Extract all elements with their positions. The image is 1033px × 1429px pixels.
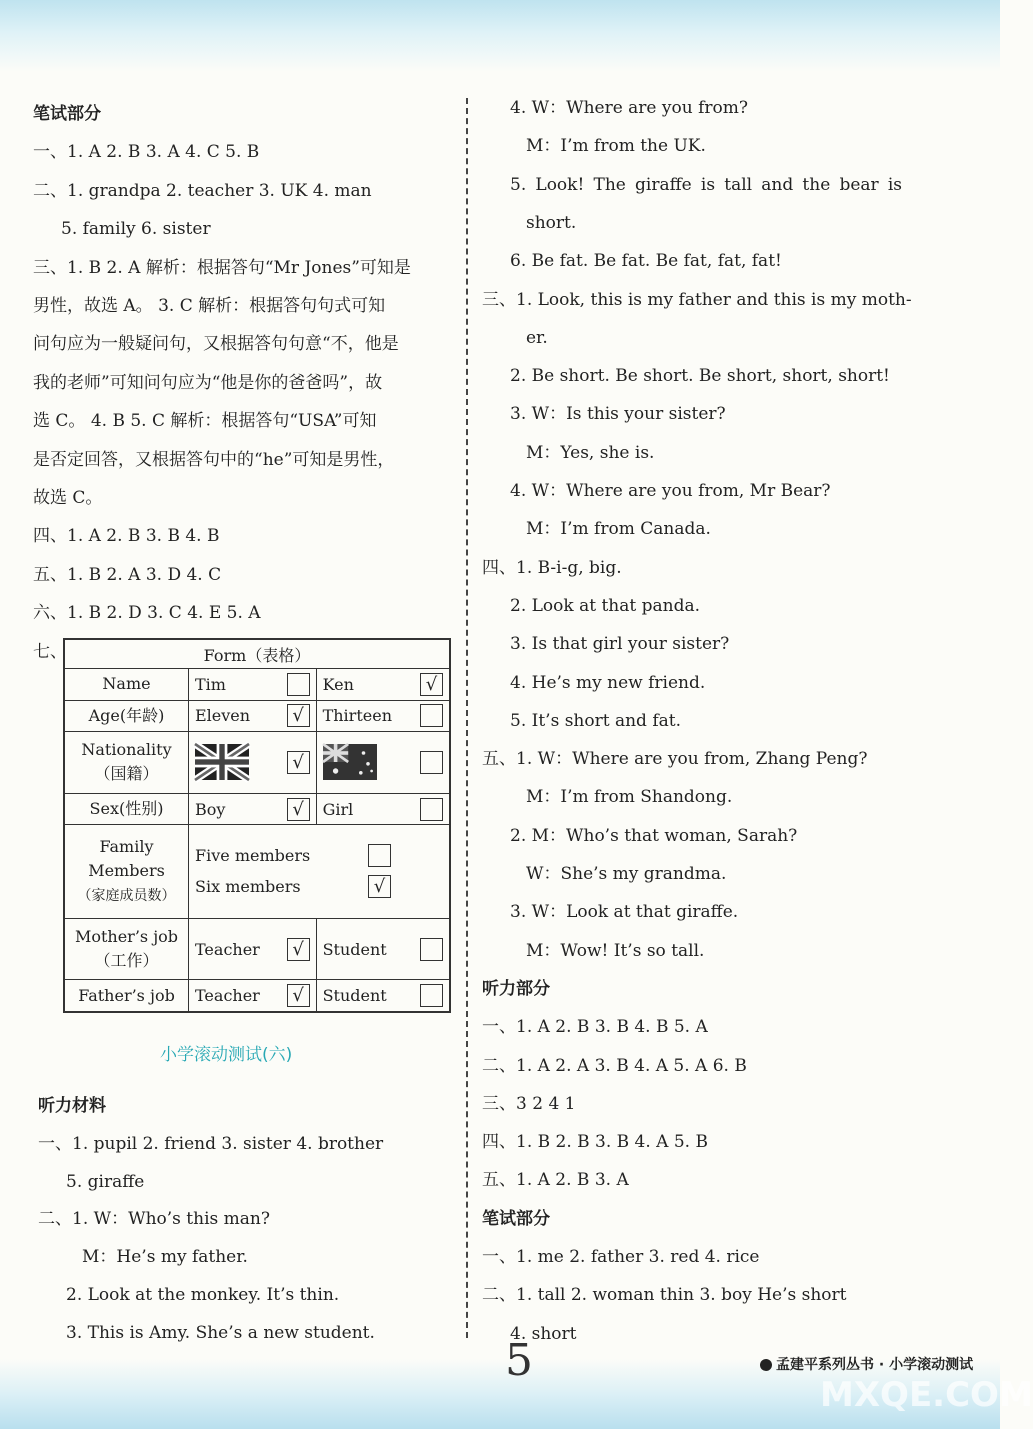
answer-line: 一、1. A 2. B 3. B 4. B 5. A: [482, 1017, 708, 1038]
answer-line: 六、1. B 2. D 3. C 4. E 5. A: [33, 603, 261, 624]
answer-line: 三、3 2 4 1: [482, 1093, 576, 1114]
answer-line: M：He’s my father.: [82, 1247, 248, 1268]
answer-line: 我的老师”可知问句应为“他是你的爸爸吗”，故: [33, 372, 383, 393]
answer-line: 4. short: [510, 1323, 577, 1344]
option-eleven: Eleven: [195, 706, 251, 726]
row-label-family: Family Members （家庭成员数）: [65, 825, 189, 918]
answer-line: 故选 C。: [33, 488, 103, 508]
section-title: 小学滚动测试(六): [160, 1045, 293, 1065]
section-heading: 听力材料: [38, 1096, 106, 1116]
footer-series: 孟建平系列丛书 · 小学滚动测试: [760, 1354, 973, 1374]
option-mother-teacher: Teacher: [195, 939, 260, 959]
answer-line: 五、1. A 2. B 3. A: [482, 1170, 629, 1191]
answer-line: 二、1. grandpa 2. teacher 3. UK 4. man: [33, 180, 372, 201]
answer-line: 一、1. me 2. father 3. red 4. rice: [482, 1247, 760, 1267]
answer-line: 4. W：Where are you from?: [510, 98, 748, 118]
answer-line: 5. family 6. sister: [61, 219, 211, 240]
uk-flag-icon: [195, 744, 249, 780]
answer-line: 男性，故选 A。 3. C 解析：根据答句句式可知: [33, 296, 386, 316]
australia-flag-icon: [323, 744, 377, 780]
answer-line: 一、1. A 2. B 3. A 4. C 5. B: [33, 142, 260, 163]
answer-line: M：Yes, she is.: [526, 442, 655, 463]
answer-line: 4. W：Where are you from, Mr Bear?: [510, 481, 831, 501]
answer-line: 四、1. A 2. B 3. B 4. B: [33, 526, 220, 547]
checkbox-six-members: √: [368, 875, 391, 898]
option-mother-student: Student: [322, 939, 387, 959]
option-tim: Tim: [195, 674, 226, 694]
page-number: 5: [505, 1335, 533, 1386]
answer-line: 是否定回答，又根据答句中的“he”可知是男性，: [33, 449, 395, 470]
watermark: MXQE.COM: [820, 1375, 1033, 1415]
checkbox-father-student: [420, 984, 443, 1007]
checkbox-mother-teacher: √: [287, 938, 310, 961]
answer-line: 2. Look at that panda.: [510, 595, 700, 616]
answer-line: M：I’m from Canada.: [526, 519, 711, 540]
answer-line: 4. He’s my new friend.: [510, 672, 706, 693]
answer-line: 二、1. W：Who’s this man?: [38, 1209, 270, 1230]
answer-line: 二、1. A 2. A 3. B 4. A 5. A 6. B: [482, 1055, 747, 1076]
answer-line: M：I’m from Shandong.: [526, 787, 733, 808]
answer-line: 一、1. pupil 2. friend 3. sister 4. brother: [38, 1133, 384, 1154]
option-father-student: Student: [322, 986, 387, 1006]
answer-line: 三、1. B 2. A 解析：根据答句“Mr Jones”可知是: [33, 257, 411, 278]
answer-line: M：Wow! It’s so tall.: [526, 940, 705, 961]
checkbox-australia: [420, 751, 443, 774]
answer-line: 5. Look! The giraffe is tall and the bear is: [510, 174, 902, 195]
option-ken: Ken: [322, 674, 354, 694]
answer-line: 五、1. W：Where are you from, Zhang Peng?: [482, 749, 868, 770]
checkbox-eleven: √: [287, 704, 310, 727]
checkbox-boy: √: [287, 798, 310, 821]
answer-line: 选 C。 4. B 5. C 解析：根据答句“USA”可知: [33, 411, 377, 432]
option-five-members: Five members: [195, 846, 311, 866]
answer-line: 二、1. tall 2. woman thin 3. boy He’s short: [482, 1285, 847, 1306]
answer-line: 3. W：Look at that giraffe.: [510, 902, 739, 923]
answer-line: 七、: [33, 641, 67, 662]
row-label-age: Age(年龄): [65, 700, 189, 732]
option-girl: Girl: [322, 799, 354, 819]
answer-line: 四、1. B 2. B 3. B 4. A 5. B: [482, 1132, 708, 1153]
answer-line: 五、1. B 2. A 3. D 4. C: [33, 564, 222, 585]
answer-line: 2. M：Who’s that woman, Sarah?: [510, 825, 798, 846]
answer-line: 四、1. B-i-g, big.: [482, 557, 622, 578]
answer-line: er.: [526, 327, 548, 348]
option-boy: Boy: [195, 799, 226, 819]
checkbox-thirteen: [420, 704, 443, 727]
checkbox-ken: √: [420, 673, 443, 696]
row-label-nationality: Nationality （国籍）: [65, 732, 189, 794]
bullet-icon: [760, 1359, 772, 1371]
checkbox-five-members: [368, 844, 391, 867]
top-decor-band: [0, 0, 1000, 72]
column-divider: [466, 98, 468, 1338]
checkbox-father-teacher: √: [287, 984, 310, 1007]
answer-line: 5. It’s short and fat.: [510, 710, 682, 731]
row-label-father-job: Father’s job: [65, 980, 189, 1012]
row-label-mother-job: Mother’s job （工作）: [65, 918, 189, 980]
answer-line: 问句应为一般疑问句，又根据答句句意“不，他是: [33, 334, 399, 355]
option-thirteen: Thirteen: [322, 706, 392, 726]
answer-line: 5. giraffe: [66, 1171, 145, 1192]
answer-line: 2. Look at the monkey. It’s thin.: [66, 1285, 340, 1305]
answer-line: M：I’m from the UK.: [526, 136, 706, 157]
answer-line: 6. Be fat. Be fat. Be fat, fat, fat!: [510, 251, 782, 272]
answer-line: 3. Is that girl your sister?: [510, 634, 730, 655]
section-heading: 听力部分: [482, 978, 550, 999]
form-title: Form（表格）: [65, 640, 450, 669]
checkbox-uk: √: [287, 751, 310, 774]
section-heading: 笔试部分: [482, 1208, 550, 1229]
answer-line: short.: [526, 212, 577, 233]
option-six-members: Six members: [195, 877, 301, 897]
answer-line: W：She’s my grandma.: [526, 864, 727, 884]
row-label-sex: Sex(性别): [65, 793, 189, 825]
checkbox-mother-student: [420, 938, 443, 961]
row-label-name: Name: [65, 669, 189, 701]
answer-line: 3. This is Amy. She’s a new student.: [66, 1322, 375, 1343]
checkbox-tim: [287, 673, 310, 696]
answer-line: 3. W：Is this your sister?: [510, 404, 726, 425]
checkbox-girl: [420, 798, 443, 821]
option-father-teacher: Teacher: [195, 986, 260, 1006]
form-table: [63, 638, 451, 1013]
answer-line: 2. Be short. Be short. Be short, short, short!: [510, 366, 890, 387]
section-heading: 笔试部分: [33, 104, 101, 124]
answer-line: 三、1. Look, this is my father and this is my moth-: [482, 289, 912, 310]
